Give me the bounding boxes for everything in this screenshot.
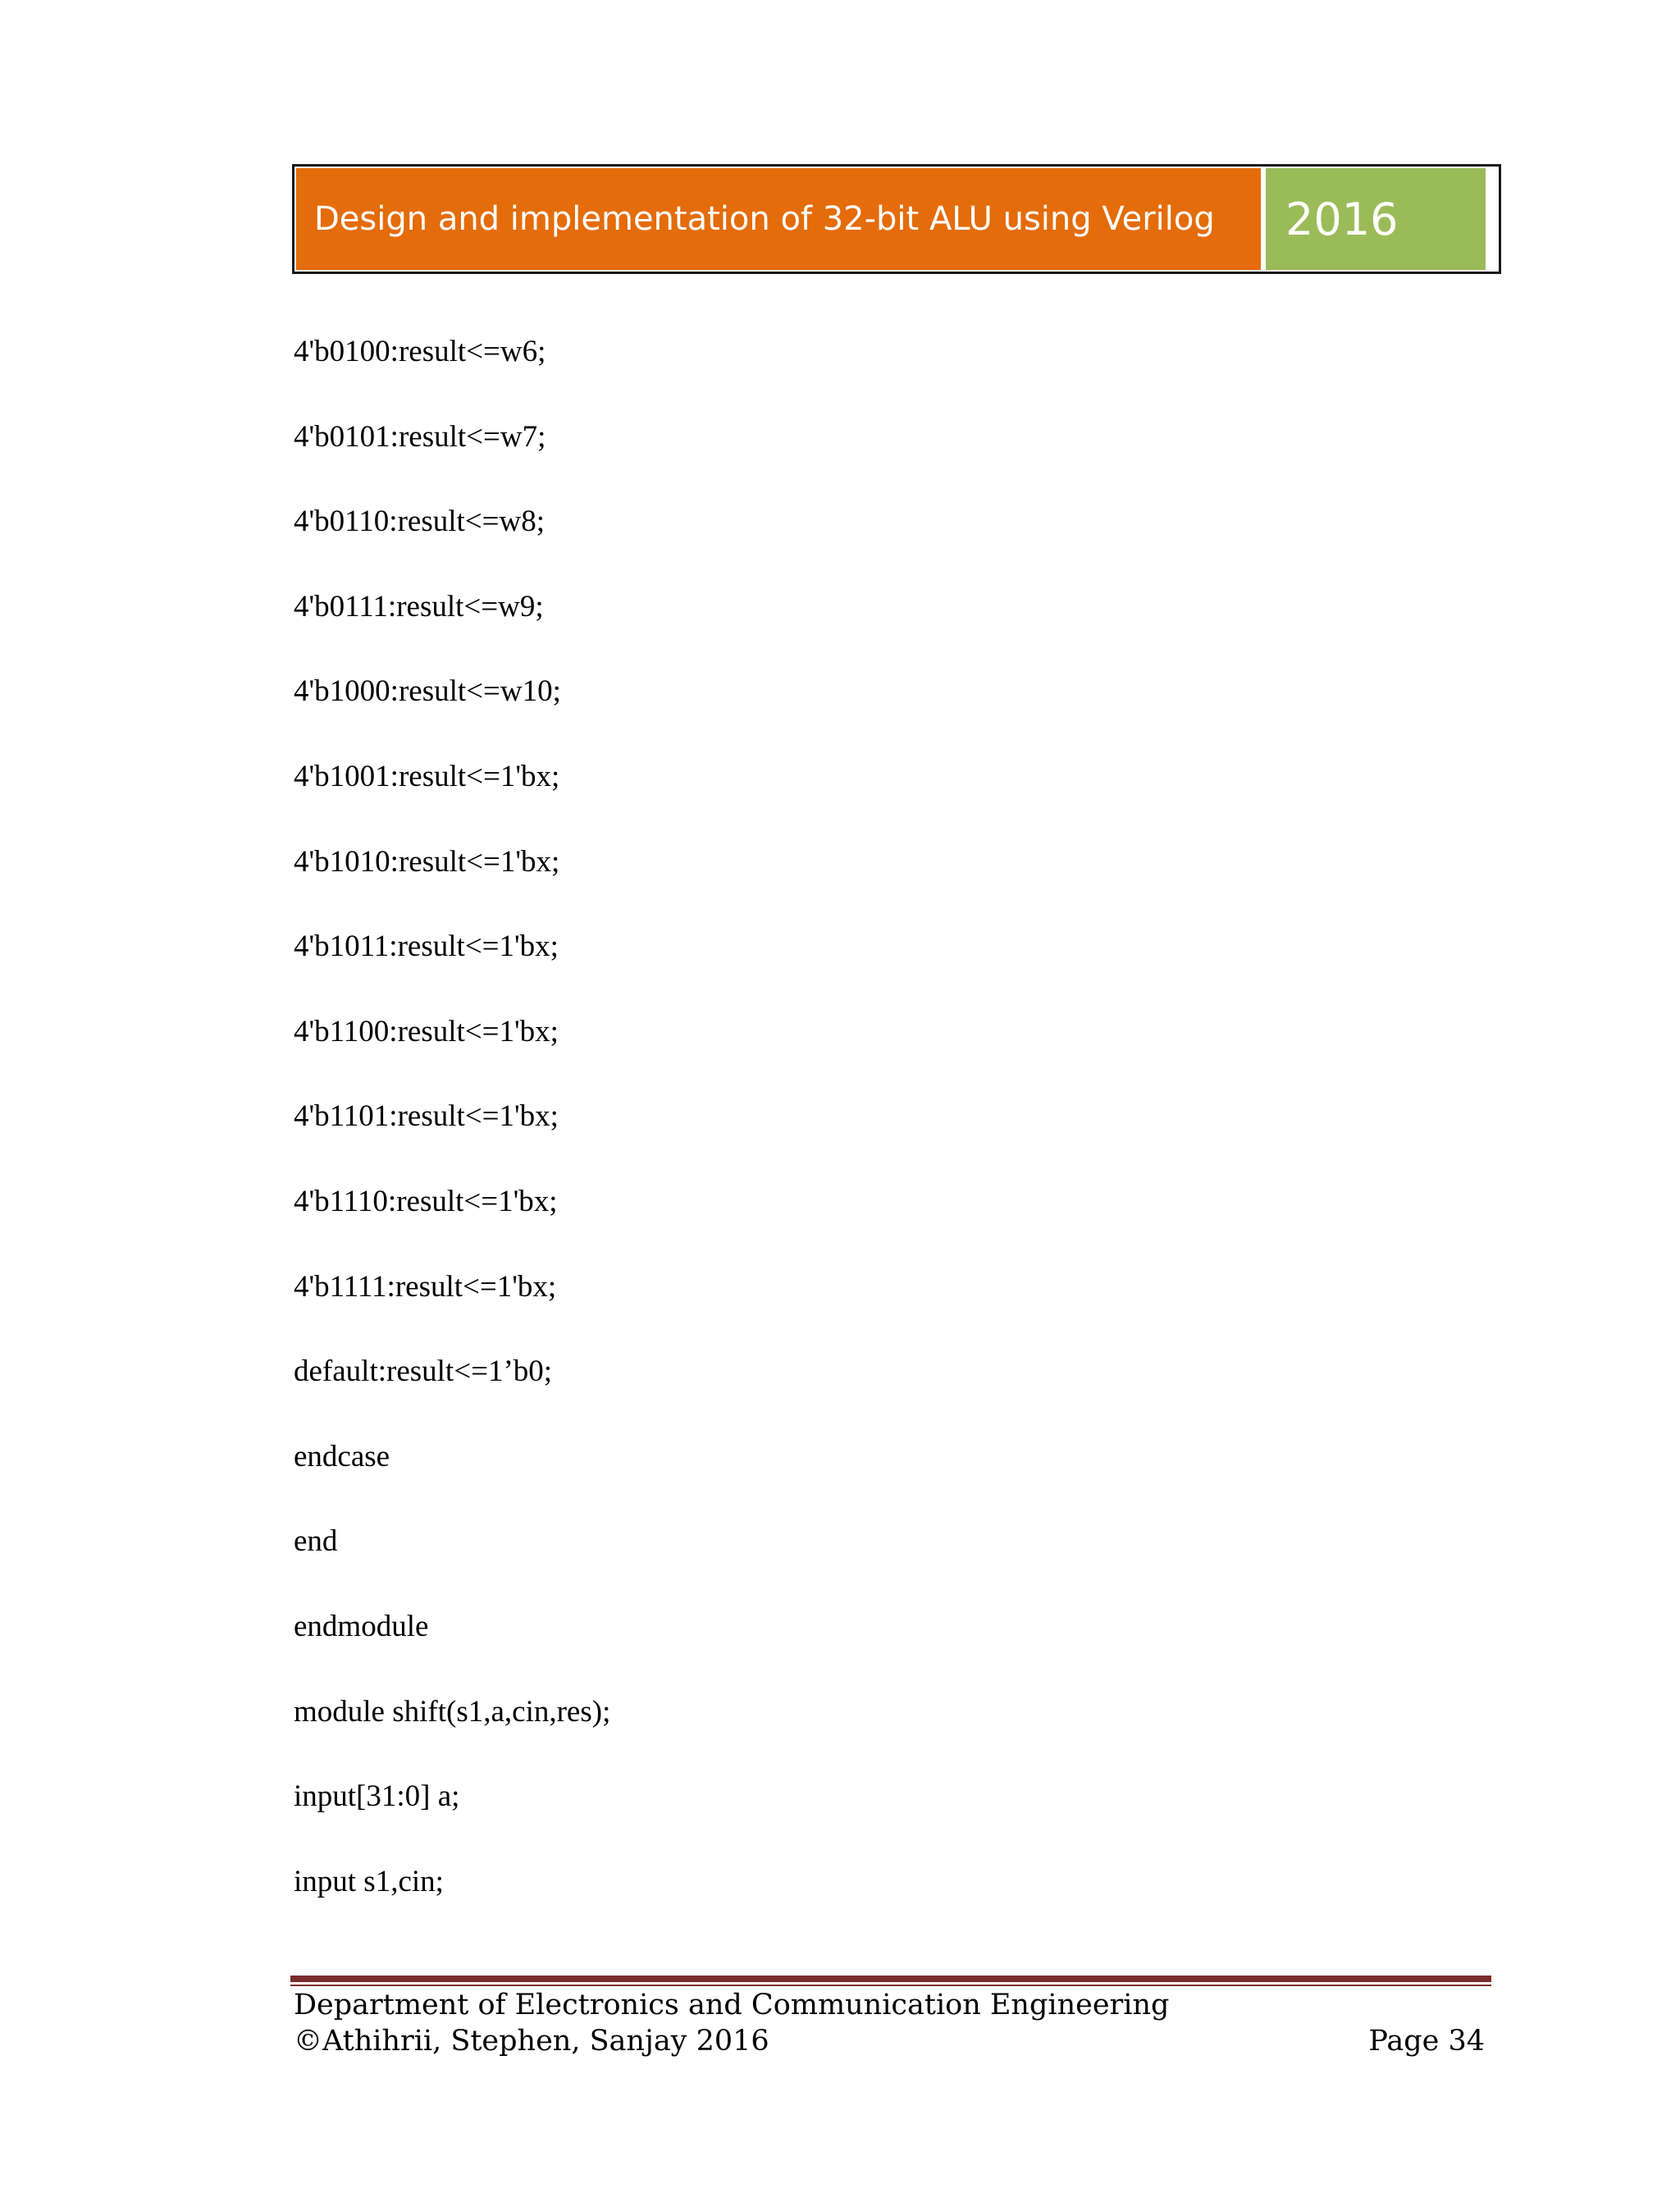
header-title-cell — [296, 168, 1261, 270]
code-listing — [294, 327, 610, 1941]
footer-department: Department of Electronics and Communication Engineering — [294, 1989, 1170, 2021]
code-line: 4'b1111:result<=1'bx; — [294, 1269, 557, 1304]
code-line: 4'b0101:result<=w7; — [294, 419, 546, 454]
code-line: endmodule — [294, 1609, 429, 1643]
code-line: 4'b1110:result<=1'bx; — [294, 1184, 558, 1218]
page-header — [292, 164, 1501, 274]
footer-divider — [290, 1976, 1491, 1982]
code-line: 4'b1000:result<=w10; — [294, 674, 561, 709]
code-line: 4'b1011:result<=1'bx; — [294, 930, 559, 964]
header-year: 2016 — [1285, 193, 1399, 245]
footer-copyright: ©Athihrii, Stephen, Sanjay 2016 — [294, 2025, 769, 2058]
code-line: 4'b0111:result<=w9; — [294, 589, 544, 624]
header-title: Design and implementation of 32-bit ALU using Verilog — [314, 200, 1215, 238]
code-line: 4'b0110:result<=w8; — [294, 505, 546, 539]
code-line: end — [294, 1524, 338, 1559]
code-line: input[31:0] a; — [294, 1779, 460, 1814]
code-line: module shift(s1,a,cin,res); — [294, 1694, 611, 1729]
page-number: Page 34 — [1368, 2025, 1485, 2058]
code-line: 4'b1001:result<=1'bx; — [294, 759, 560, 793]
footer-divider-thin — [290, 1985, 1491, 1986]
code-line: default:result<=1’b0; — [294, 1354, 553, 1389]
code-line: 4'b1010:result<=1'bx; — [294, 844, 560, 879]
code-line: input s1,cin; — [294, 1864, 444, 1898]
code-line: endcase — [294, 1439, 390, 1473]
code-line: 4'b0100:result<=w6; — [294, 335, 546, 368]
header-year-cell — [1266, 168, 1486, 270]
code-line: 4'b1100:result<=1'bx; — [294, 1014, 559, 1048]
code-line: 4'b1101:result<=1'bx; — [294, 1099, 559, 1134]
